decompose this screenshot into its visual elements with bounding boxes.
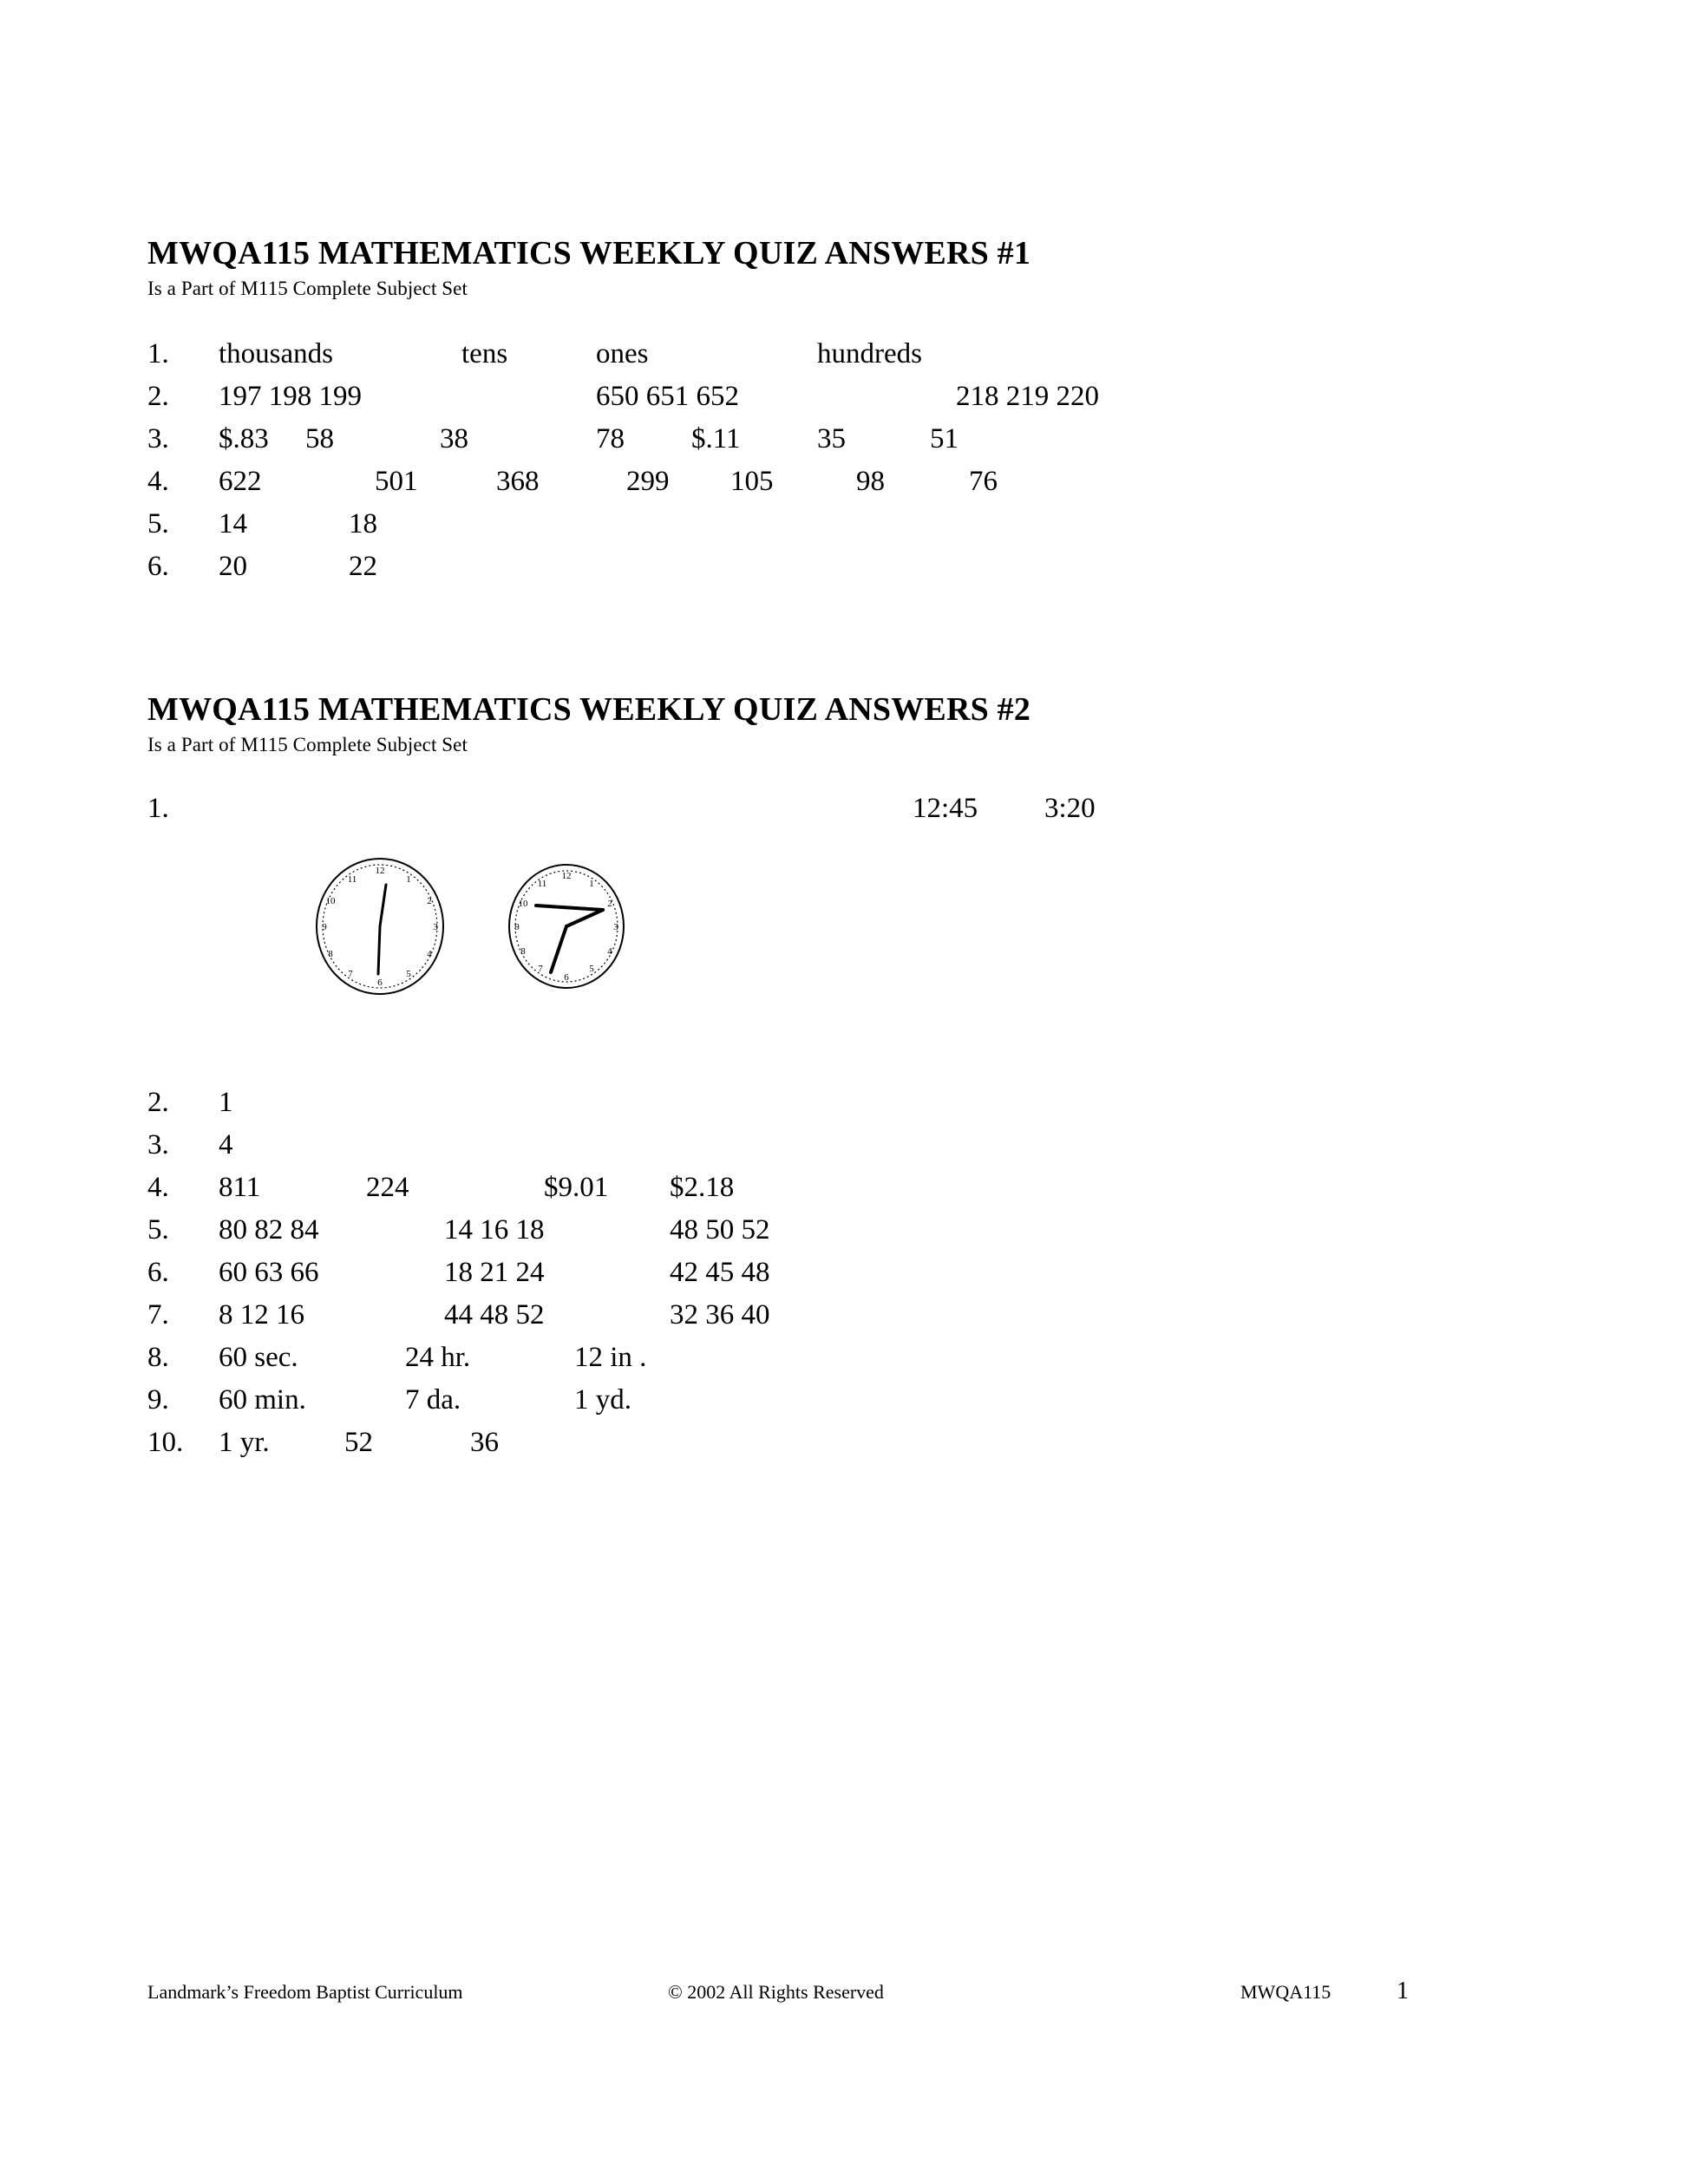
svg-text:1: 1	[589, 879, 594, 889]
footer-publisher: Landmark’s Freedom Baptist Curriculum	[147, 1981, 463, 2003]
answer-cell: 52	[344, 1427, 373, 1458]
answer-cell: 22	[349, 551, 377, 582]
answer-cell: 14	[219, 508, 247, 539]
svg-text:9: 9	[322, 922, 327, 932]
answer-cell: 368	[496, 466, 540, 497]
svg-text:3: 3	[613, 922, 618, 932]
svg-text:5: 5	[589, 964, 594, 974]
answer-cell: 18 21 24	[444, 1257, 545, 1288]
svg-text:10: 10	[518, 899, 528, 909]
svg-text:2: 2	[427, 896, 432, 906]
answer-cell: $.83	[219, 423, 269, 454]
answer-cell: 24 hr.	[405, 1342, 471, 1373]
footer-copyright: © 2002 All Rights Reserved	[668, 1981, 884, 2003]
svg-text:6: 6	[377, 978, 383, 988]
page-footer	[147, 1978, 1553, 2005]
answer-cell: 32 36 40	[670, 1299, 770, 1331]
svg-text:10: 10	[325, 896, 336, 906]
answer-row	[147, 1087, 1553, 1129]
section-2-rows	[147, 1087, 1553, 1469]
answer-cell: 224	[366, 1172, 409, 1203]
answer-cell: 4	[219, 1129, 233, 1161]
answer-row	[147, 508, 1553, 551]
answer-cell: 501	[375, 466, 418, 497]
answer-cell: 1 yd.	[574, 1384, 631, 1416]
answer-cell: 60 63 66	[219, 1257, 319, 1288]
clock-face-1245	[304, 844, 460, 1009]
answer-cell: 20	[219, 551, 247, 582]
answer-cell: 48 50 52	[670, 1214, 770, 1246]
row-number: 6.	[147, 551, 169, 582]
section-2-subtitle: Is a Part of M115 Complete Subject Set	[147, 734, 468, 755]
section-2-answer-list	[147, 793, 1553, 1469]
row-number: 10.	[147, 1427, 184, 1458]
answer-row	[147, 1257, 1553, 1299]
svg-text:2: 2	[607, 899, 612, 909]
row-number: 9.	[147, 1384, 169, 1416]
svg-text:8: 8	[520, 946, 526, 957]
answer-row	[147, 793, 1553, 835]
answer-cell: 42 45 48	[670, 1257, 770, 1288]
row-number: 3.	[147, 1129, 169, 1161]
clock-row-spacer	[219, 793, 913, 835]
row-number: 2.	[147, 381, 169, 412]
svg-text:11: 11	[537, 879, 547, 889]
svg-text:7: 7	[348, 969, 353, 979]
answer-cell: 197 198 199	[219, 381, 362, 412]
answer-cell: $9.01	[544, 1172, 609, 1203]
svg-text:12: 12	[561, 871, 572, 881]
answer-row	[147, 1342, 1553, 1384]
answer-cell: 60 sec.	[219, 1342, 298, 1373]
svg-text:3: 3	[433, 922, 438, 932]
svg-text:6: 6	[564, 972, 569, 983]
answer-cell: 98	[856, 466, 885, 497]
answer-cell: 80 82 84	[219, 1214, 319, 1246]
row-number: 2.	[147, 1087, 169, 1118]
answer-cell: 51	[930, 423, 958, 454]
quiz-section-2	[147, 690, 1553, 1469]
answer-cell-time: 3:20	[1044, 793, 1096, 824]
answer-cell: 44 48 52	[444, 1299, 545, 1331]
svg-text:1: 1	[406, 874, 411, 885]
answer-cell: $2.18	[670, 1172, 735, 1203]
svg-text:4: 4	[427, 949, 432, 959]
svg-text:11: 11	[347, 874, 357, 885]
answer-row	[147, 1299, 1553, 1342]
answer-cell: 76	[969, 466, 998, 497]
answer-row	[147, 1384, 1553, 1427]
quiz-section-1	[147, 234, 1553, 593]
document-body	[147, 234, 1553, 1469]
answer-row	[147, 423, 1553, 466]
svg-text:12: 12	[375, 866, 385, 876]
clock-illustrations	[147, 844, 1553, 1061]
row-number: 4.	[147, 466, 169, 497]
row-number: 6.	[147, 1257, 169, 1288]
footer-document-code: MWQA115	[1240, 1981, 1331, 2003]
clock-face-320	[490, 844, 646, 1009]
answer-cell: 14 16 18	[444, 1214, 545, 1246]
answer-row	[147, 1214, 1553, 1257]
answer-cell: 58	[305, 423, 334, 454]
answer-cell: 1	[219, 1087, 233, 1118]
row-number: 5.	[147, 1214, 169, 1246]
answer-cell: 18	[349, 508, 377, 539]
answer-row	[147, 1129, 1553, 1172]
row-number: 1.	[147, 793, 169, 824]
answer-cell: 811	[219, 1172, 261, 1203]
answer-cell: hundreds	[817, 338, 922, 369]
answer-row	[147, 551, 1553, 593]
answer-cell: tens	[461, 338, 508, 369]
answer-cell: 1 yr.	[219, 1427, 270, 1458]
row-number: 3.	[147, 423, 169, 454]
row-number: 7.	[147, 1299, 169, 1331]
row-number: 8.	[147, 1342, 169, 1373]
answer-cell: 7 da.	[405, 1384, 461, 1416]
answer-cell: 105	[730, 466, 774, 497]
svg-text:5: 5	[406, 969, 411, 979]
answer-row	[147, 1172, 1553, 1214]
answer-cell: 38	[440, 423, 468, 454]
answer-cell: 650 651 652	[596, 381, 739, 412]
answer-row	[147, 381, 1553, 423]
answer-row	[147, 466, 1553, 508]
answer-row	[147, 1427, 1553, 1469]
section-1-answer-list	[147, 338, 1553, 593]
svg-text:4: 4	[607, 946, 612, 957]
footer-page-number: 1	[1397, 1978, 1409, 2004]
answer-cell: 78	[596, 423, 625, 454]
row-number: 1.	[147, 338, 169, 369]
row-number: 4.	[147, 1172, 169, 1203]
answer-cell: ones	[596, 338, 649, 369]
answer-row	[147, 338, 1553, 381]
svg-text:7: 7	[538, 964, 543, 974]
section-1-title: MWQA115 MATHEMATICS WEEKLY QUIZ ANSWERS #1	[147, 235, 1031, 271]
answer-cell: thousands	[219, 338, 333, 369]
answer-cell: 60 min.	[219, 1384, 306, 1416]
section-1-subtitle: Is a Part of M115 Complete Subject Set	[147, 278, 468, 299]
answer-cell: 12 in .	[574, 1342, 647, 1373]
answer-cell: $.11	[691, 423, 741, 454]
answer-cell: 299	[626, 466, 670, 497]
answer-cell: 35	[817, 423, 846, 454]
answer-cell: 8 12 16	[219, 1299, 304, 1331]
answer-cell-time: 12:45	[913, 793, 978, 824]
section-2-title: MWQA115 MATHEMATICS WEEKLY QUIZ ANSWERS #2	[147, 691, 1031, 728]
answer-cell: 622	[219, 466, 262, 497]
row-number: 5.	[147, 508, 169, 539]
answer-cell: 218 219 220	[956, 381, 1099, 412]
svg-text:9: 9	[514, 922, 520, 932]
answer-cell: 36	[470, 1427, 499, 1458]
svg-text:8: 8	[328, 949, 333, 959]
